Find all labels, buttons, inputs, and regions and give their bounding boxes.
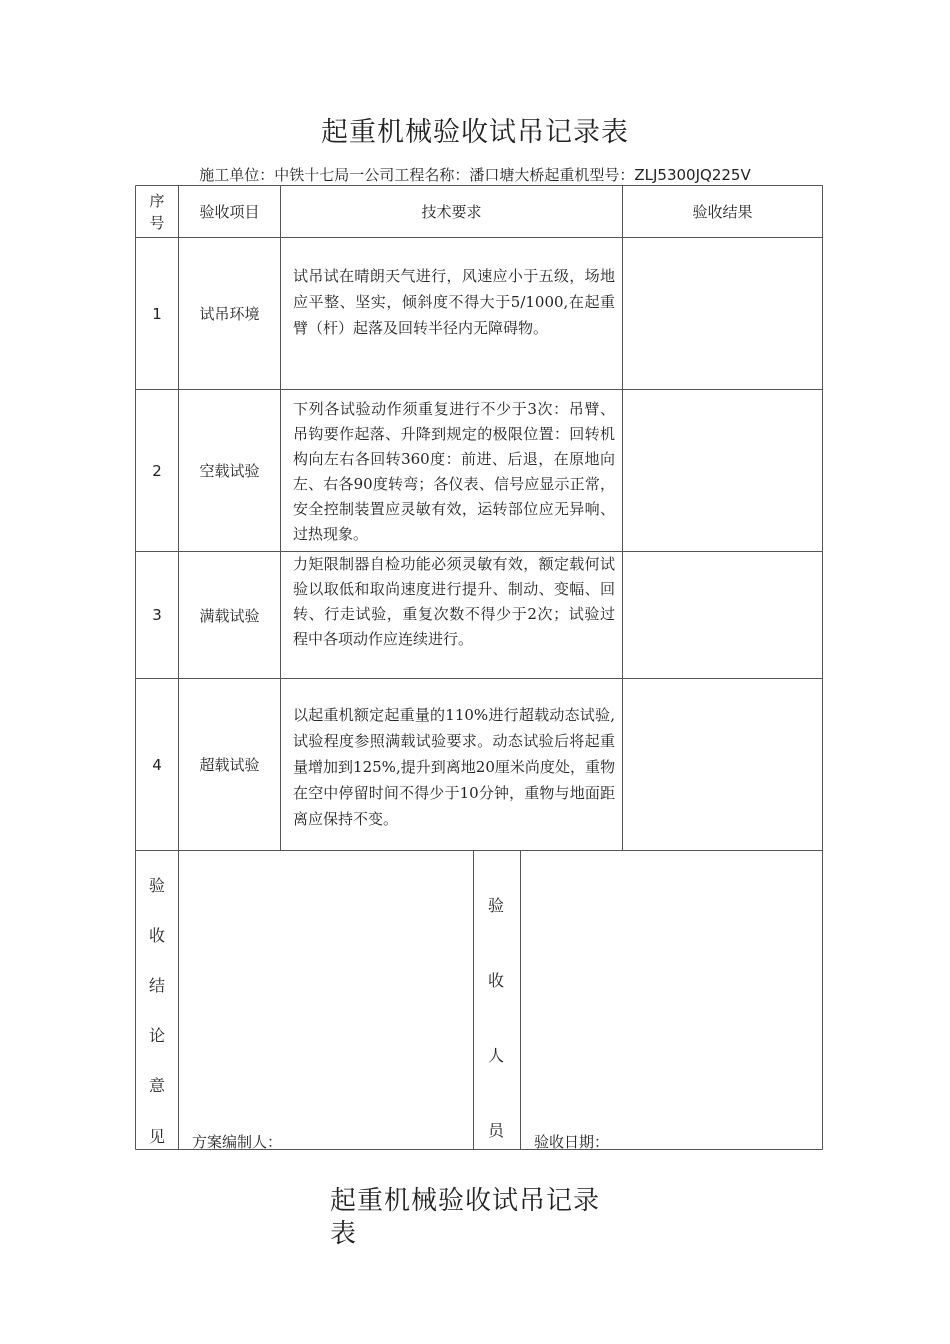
page-title-repeat bbox=[330, 1185, 630, 1251]
project-label: 工程名称： bbox=[394, 166, 470, 184]
inspector-label-char: 人 bbox=[487, 1046, 504, 1065]
row-2-index: 2 bbox=[152, 461, 162, 480]
inspector-label-char: 验 bbox=[487, 896, 504, 915]
row-4-item: 超载试验 bbox=[199, 756, 260, 774]
author-label: 方案编制人： bbox=[192, 1133, 283, 1151]
page-title-repeat-line-2: 表 bbox=[330, 1219, 358, 1249]
row-1-index: 1 bbox=[152, 304, 162, 323]
row-4-requirement: 以起重机额定起重量的110%进行超载动态试验,试验程度参照满载试验要求。动态试验后将起重量增加到125%,提升到离地20厘米尚度处，重物在空中停留时间不得少于10分钟，重物与地面距离应保持不变。 bbox=[293, 706, 615, 828]
row-2-item: 空载试验 bbox=[199, 462, 260, 480]
header-index: 序 号 bbox=[149, 191, 165, 232]
model-label: 起重机型号： bbox=[544, 166, 635, 184]
row-4-index: 4 bbox=[152, 755, 162, 774]
row-4-result[interactable] bbox=[623, 679, 822, 850]
row-1-result[interactable] bbox=[623, 238, 822, 389]
date-label: 验收日期： bbox=[534, 1133, 610, 1151]
project-value: 潘口塘大桥 bbox=[469, 166, 545, 184]
row-2-result[interactable] bbox=[623, 390, 822, 551]
header-item: 验收项目 bbox=[199, 203, 260, 221]
row-3-index: 3 bbox=[152, 606, 162, 624]
page-title-repeat-line-1: 起重机械验收试吊记录 bbox=[330, 1186, 601, 1216]
conclusion-label-char: 结 bbox=[148, 976, 165, 995]
conclusion-label-char: 论 bbox=[148, 1026, 165, 1045]
conclusion-label-char: 意 bbox=[148, 1076, 165, 1095]
inspector-label-char: 员 bbox=[487, 1121, 504, 1140]
header-requirement: 技术要求 bbox=[421, 203, 482, 221]
inspector-label-char: 收 bbox=[487, 971, 504, 990]
model-value: ZLJ5300JQ225V bbox=[634, 166, 751, 184]
row-1-item: 试吊环境 bbox=[199, 305, 260, 323]
header-result: 验收结果 bbox=[692, 203, 753, 221]
conclusion-content[interactable] bbox=[179, 851, 473, 1149]
conclusion-label-char: 收 bbox=[148, 926, 165, 945]
conclusion-label-char: 见 bbox=[148, 1127, 165, 1146]
inspector-content[interactable] bbox=[521, 851, 822, 1149]
row-3-result[interactable] bbox=[623, 552, 822, 678]
conclusion-label-char: 验 bbox=[148, 876, 165, 895]
page-title: 起重机械验收试吊记录表 bbox=[321, 117, 629, 148]
row-1-requirement: 试吊试在晴朗天气进行，风速应小于五级，场地应平整、坚实，倾斜度不得大于5/1000,在起重臂（杆）起落及回转半径内无障碍物。 bbox=[293, 267, 615, 337]
row-3-requirement: 力矩限制器自检功能必须灵敏有效，额定载何试验以取低和取尚速度进行提升、制动、变幅、回转、行走试验，重复次数不得少于2次；试验过程中各项动作应连续进行。 bbox=[293, 555, 615, 648]
row-2-requirement: 下列各试验动作须重复进行不少于3次：吊臂、吊钩要作起落、升降到规定的极限位置：回转机构向左右各回转360度：前进、后退，在原地向左、右各90度转弯；各仪表、信号应显示正常，安全控制装置应灵敏有效，运转部位应无异响、过热现象。 bbox=[293, 400, 615, 543]
row-3-item: 满载试验 bbox=[199, 606, 260, 625]
unit-label: 施工单位： bbox=[199, 166, 275, 184]
unit-value: 中铁十七局一公司 bbox=[274, 166, 395, 184]
